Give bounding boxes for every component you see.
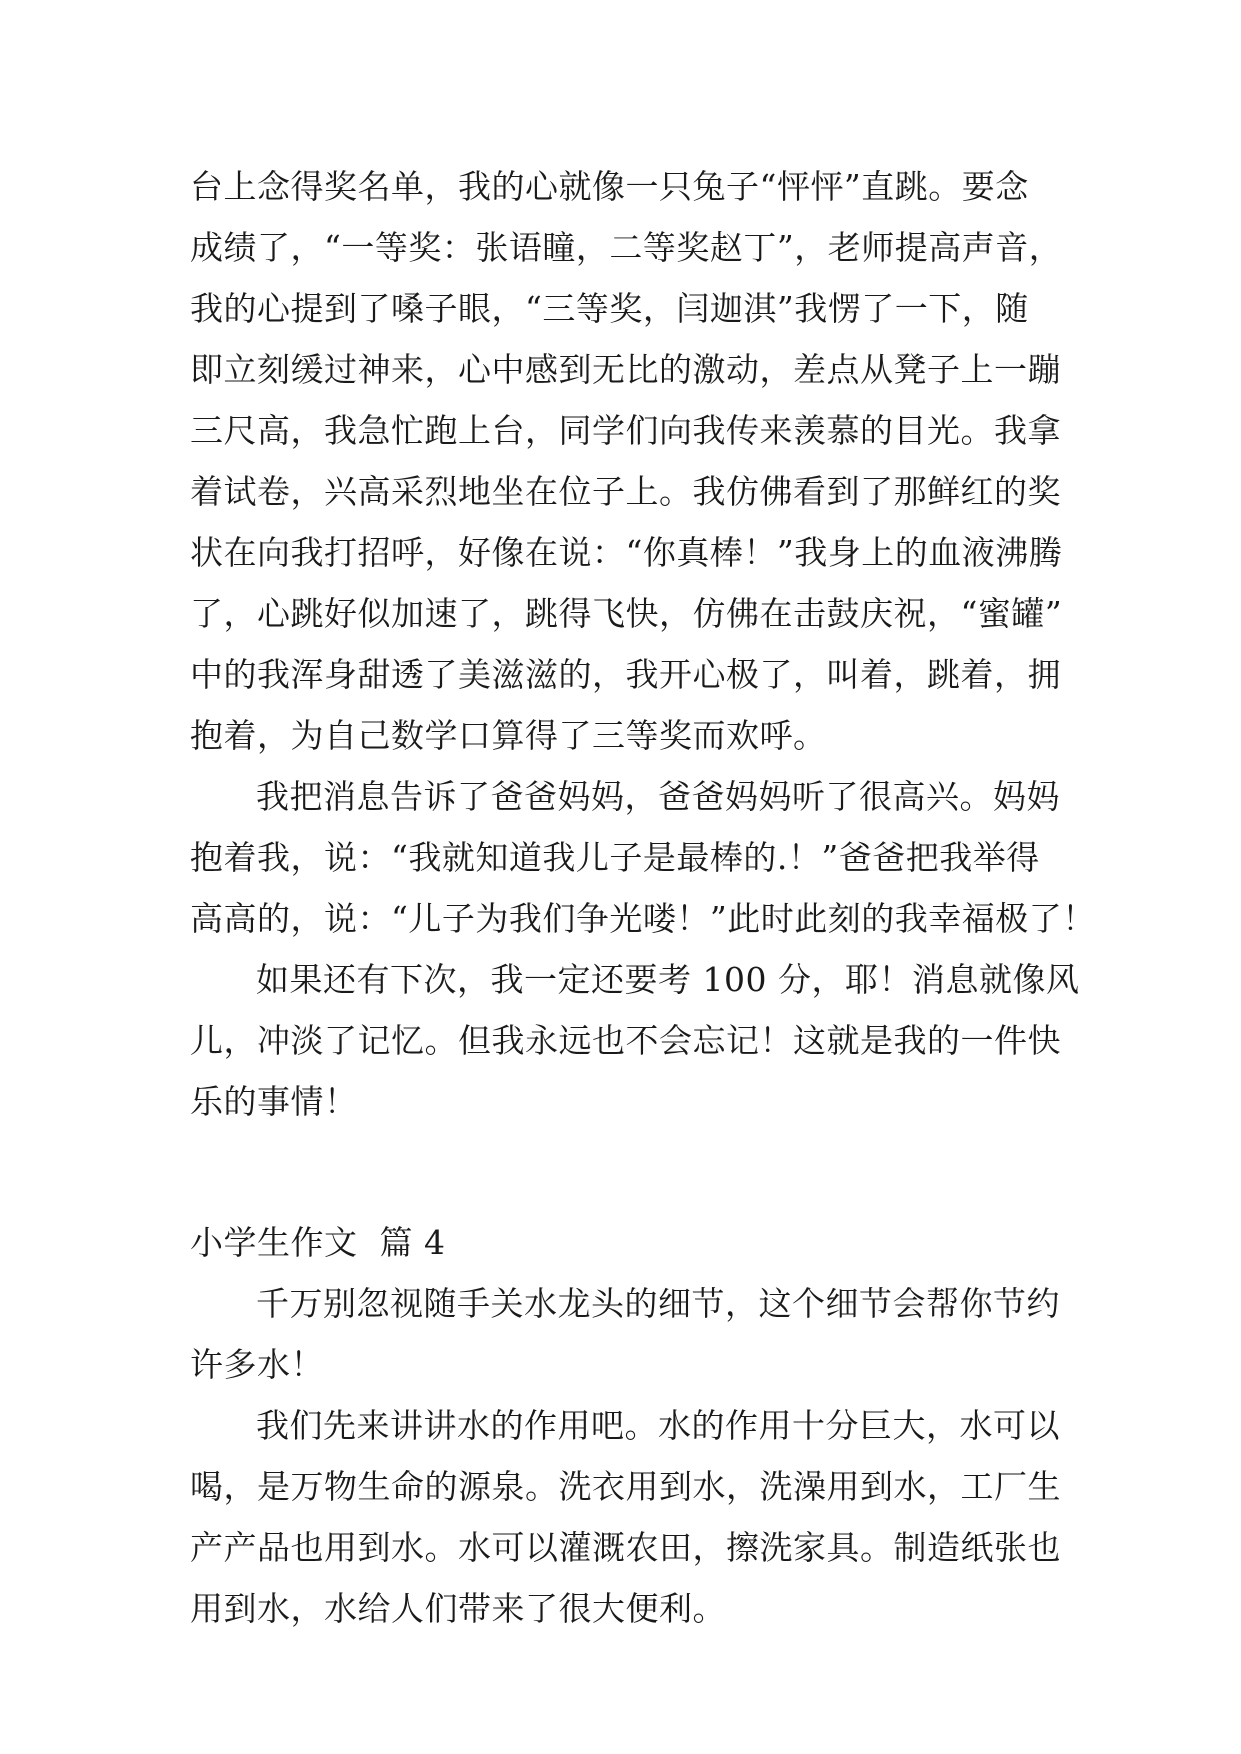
text-line: 高高的，说：“儿子为我们争光喽！”此时此刻的我幸福极了！	[190, 899, 1096, 938]
text-line: 成绩了，“一等奖：张语瞳，二等奖赵丁”，老师提高声音，	[190, 228, 1063, 267]
paragraph-start-line: 如果还有下次，我一定还要考 100 分，耶！消息就像风	[256, 960, 1080, 999]
paragraph-start-line: 我把消息告诉了爸爸妈妈，爸爸妈妈听了很高兴。妈妈	[256, 777, 1060, 816]
text-line: 喝，是万物生命的源泉。洗衣用到水，洗澡用到水，工厂生	[190, 1467, 1061, 1506]
text-line: 儿，冲淡了记忆。但我永远也不会忘记！这就是我的一件快	[190, 1021, 1061, 1060]
text-line: 三尺高，我急忙跑上台，同学们向我传来羡慕的目光。我拿	[190, 411, 1061, 450]
text-line: 台上念得奖名单，我的心就像一只兔子“怦怦”直跳。要念	[190, 167, 1029, 206]
text-line: 许多水！	[190, 1345, 324, 1384]
text-line: 产产品也用到水。水可以灌溉农田，擦洗家具。制造纸张也	[190, 1528, 1061, 1567]
text-line: 乐的事情！	[190, 1082, 358, 1121]
text-line: 了，心跳好似加速了，跳得飞快，仿佛在击鼓庆祝，“蜜罐”	[190, 594, 1063, 633]
paragraph-start-line: 我们先来讲讲水的作用吧。水的作用十分巨大，水可以	[256, 1406, 1060, 1445]
paragraph-start-line: 千万别忽视随手关水龙头的细节，这个细节会帮你节约	[256, 1284, 1060, 1323]
text-line: 即立刻缓过神来，心中感到无比的激动，差点从凳子上一蹦	[190, 350, 1061, 389]
document-page	[190, 156, 1096, 1639]
section-gap	[190, 1132, 1050, 1212]
text-line: 着试卷，兴高采烈地坐在位子上。我仿佛看到了那鲜红的奖	[190, 472, 1061, 511]
text-line: 抱着我，说：“我就知道我儿子是最棒的.！”爸爸把我举得	[190, 838, 1040, 877]
section-heading: 小学生作文 篇 4	[190, 1223, 446, 1262]
text-line: 状在向我打招呼，好像在说：“你真棒！”我身上的血液沸腾	[190, 533, 1063, 572]
text-line: 用到水，水给人们带来了很大便利。	[190, 1589, 726, 1628]
text-line: 我的心提到了嗓子眼，“三等奖，闫迦淇”我愣了一下，随	[190, 289, 1029, 328]
text-line: 中的我浑身甜透了美滋滋的，我开心极了，叫着，跳着，拥	[190, 655, 1061, 694]
text-line: 抱着，为自己数学口算得了三等奖而欢呼。	[190, 716, 827, 755]
